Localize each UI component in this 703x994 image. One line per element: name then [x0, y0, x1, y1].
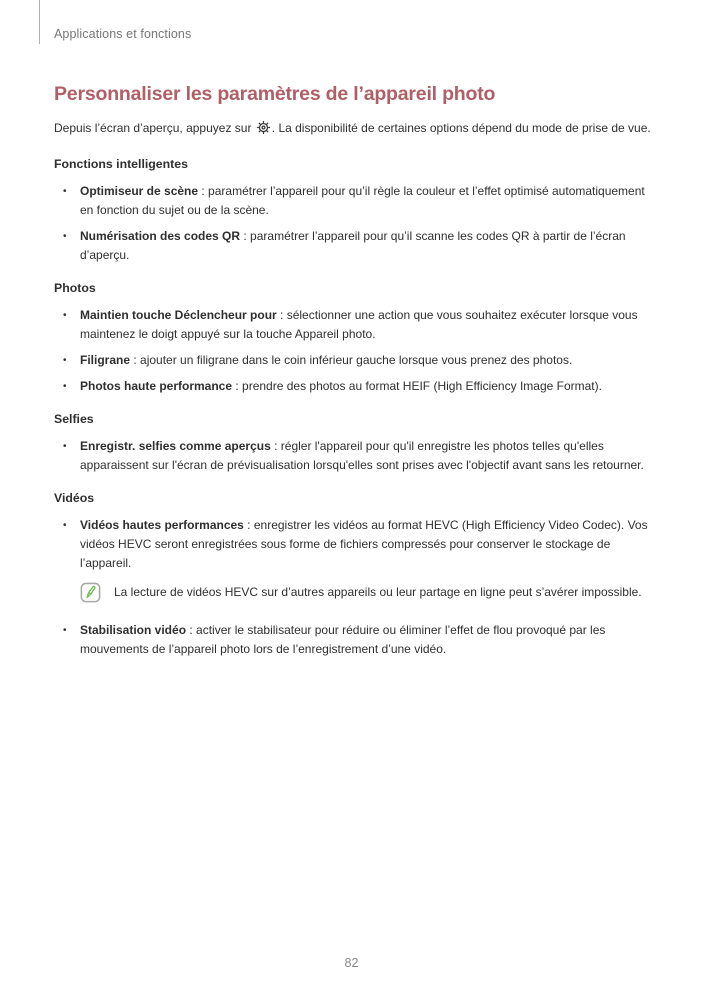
section-heading: Fonctions intelligentes	[54, 157, 188, 171]
item-description: : enregistrer les vidéos au format HEVC (High Efficiency Video Codec). Vos vidéos HEVC seront enregistrées sous forme de fichiers compressés pour conserver le stockage de l’appareil.	[80, 518, 648, 570]
item-term: Stabilisation vidéo	[80, 623, 187, 637]
header-rule	[39, 0, 40, 44]
bullet-marker: •	[63, 231, 67, 242]
item-term: Photos haute performance	[80, 379, 233, 393]
list-item	[54, 621, 652, 659]
item-term: Enregistr. selfies comme aperçus	[80, 439, 271, 453]
list-item	[54, 306, 652, 344]
intro-paragraph	[54, 119, 652, 141]
list-item	[54, 437, 652, 475]
item-text	[80, 621, 652, 659]
running-header: Applications et fonctions	[54, 27, 192, 41]
item-term: Vidéos hautes performances	[80, 518, 244, 532]
section-heading: Photos	[54, 281, 96, 295]
item-text	[80, 306, 652, 344]
list-item	[54, 377, 652, 396]
item-description: : sélectionner une action que vous souhaitez exécuter lorsque vous maintenez le doigt appuyé sur la touche Appareil photo.	[80, 308, 638, 341]
settings-gear-icon	[256, 120, 271, 141]
item-term: Numérisation des codes QR	[80, 229, 241, 243]
bullet-marker: •	[63, 381, 67, 392]
sections-container	[54, 156, 652, 659]
bullet-marker: •	[63, 441, 67, 452]
item-text	[80, 516, 652, 614]
page-content	[54, 82, 652, 666]
item-description: : prendre des photos au format HEIF (High Efficiency Image Format).	[232, 379, 602, 393]
list-item	[54, 516, 652, 614]
section-heading: Selfies	[54, 412, 94, 426]
list-item	[54, 227, 652, 265]
item-description: : paramétrer l’appareil pour qu’il scanne les codes QR à partir de l’écran d’aperçu.	[80, 229, 626, 262]
item-description: : ajouter un filigrane dans le coin inférieur gauche lorsque vous prenez des photos.	[130, 353, 573, 367]
bullet-marker: •	[63, 186, 67, 197]
page-title: Personnaliser les paramètres de l’appareil photo	[54, 83, 496, 105]
item-description: : régler l'appareil pour qu'il enregistre les photos telles qu'elles apparaissent sur l'écran de prévisualisation lorsqu'elles sont prises avec l'objectif avant sans les retourner.	[80, 439, 644, 472]
bullet-marker: •	[63, 355, 67, 366]
intro-text-before: Depuis l’écran d’aperçu, appuyez sur	[54, 121, 255, 135]
intro-text-after: . La disponibilité de certaines options dépend du mode de prise de vue.	[271, 121, 651, 135]
list-item	[54, 182, 652, 220]
note-callout	[80, 582, 652, 603]
item-text	[80, 351, 652, 370]
section-heading: Vidéos	[54, 491, 95, 505]
item-text	[80, 437, 652, 475]
item-text	[80, 227, 652, 265]
item-text	[80, 182, 652, 220]
note-pen-icon	[80, 582, 101, 603]
item-term: Maintien touche Déclencheur pour	[80, 308, 277, 322]
item-term: Filigrane	[80, 353, 131, 367]
bullet-marker: •	[63, 310, 67, 321]
page-number: 82	[344, 956, 359, 970]
bullet-marker: •	[63, 520, 67, 531]
item-description: : activer le stabilisateur pour réduire ou éliminer l’effet de flou provoqué par les mouvements de l’appareil photo lors de l’enregistrement d’une vidéo.	[80, 623, 606, 656]
item-text	[80, 377, 652, 396]
item-description: : paramétrer l’appareil pour qu’il règle la couleur et l’effet optimisé automatiquement en fonction du sujet ou de la scène.	[80, 184, 645, 217]
bullet-marker: •	[63, 625, 67, 636]
note-text: La lecture de vidéos HEVC sur d’autres appareils ou leur partage en ligne peut s’avérer impossible.	[114, 585, 642, 599]
item-term: Optimiseur de scène	[80, 184, 199, 198]
list-item	[54, 351, 652, 370]
